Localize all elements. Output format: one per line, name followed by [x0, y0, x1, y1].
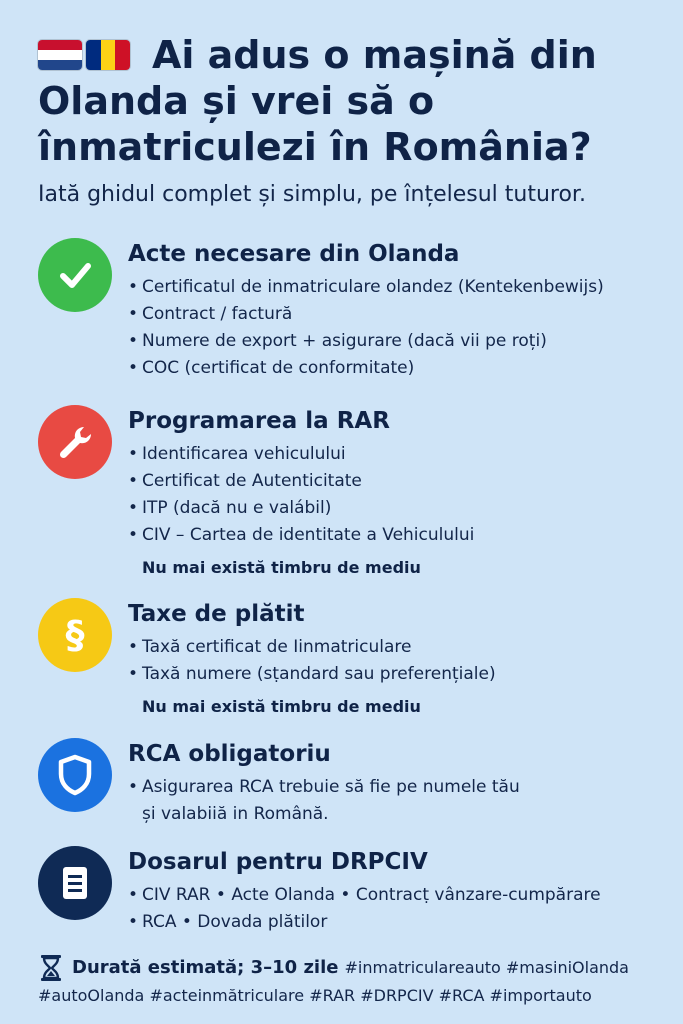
list-item: • COC (certificat de conformitate) — [128, 355, 673, 382]
list-item: • Numere de export + asigurare (dacă vii pe roți) — [128, 328, 673, 355]
list-item: • CIV RAR • Acte Olanda • Contracṭ vânzare-cumpărare — [128, 882, 673, 909]
section-note: Nu mai există timbru de mediu — [142, 558, 421, 577]
svg-text:§: § — [65, 613, 85, 657]
list-item: • Identificarea vehiculului — [128, 441, 673, 468]
section-title: RCA obligatoriu — [128, 741, 331, 767]
list-item: • Taxă certificat de Iinmatriculare — [128, 634, 673, 661]
list-item: • CIV – Cartea de identitate a Vehiculului — [128, 522, 673, 549]
footer — [38, 954, 678, 1010]
checkmark-icon — [38, 238, 112, 312]
list-item: • ITP (dacă nu e valábil) — [128, 495, 673, 522]
section-title: Taxe de plătit — [128, 601, 305, 627]
hashtags-line-1: #inmatricularеauto #masiniOlanda — [344, 958, 629, 977]
list-item: și valabiiă in Română. — [142, 804, 329, 824]
list-item: • Taxă numere (sṭandard sau preferențiale) — [128, 661, 673, 688]
section-sign-icon — [38, 598, 112, 672]
hourglass-icon — [38, 954, 64, 982]
list-item: • Certificatul de inmatriculare olandez (Kentekenbewijs) — [128, 274, 673, 301]
wrench-icon — [38, 405, 112, 479]
list-item: • Asigurarea RCA trebuie să fie pe numele tău — [128, 774, 673, 801]
section-title: Acte necesare din Olanda — [128, 241, 460, 267]
list-item: • Contract / factură — [128, 301, 673, 328]
page-title: Ai adus o mașină din Olanda și vrei să o înmatriculezi în România? — [38, 33, 597, 169]
estimated-duration: Durată estimată; 3–10 zile — [72, 957, 339, 978]
list-item: • RCA • Dovada plătilor — [128, 909, 673, 936]
list-item: • Certificat de Autenticitate — [128, 468, 673, 495]
hashtags-line-2: #autoOlanda #acteinmătriculare #RAR #DRPCIV #RCA #importauto — [38, 986, 592, 1005]
section-note: Nu mai există timbru de mediu — [142, 697, 421, 716]
shield-icon — [38, 738, 112, 812]
document-icon — [38, 846, 112, 920]
section-title: Dosarul pentru DRPCIV — [128, 849, 428, 875]
page-subtitle: Iată ghidul complet și simplu, pe înțelesul tuturor. — [38, 182, 586, 207]
section-title: Programarea la RAR — [128, 408, 390, 434]
